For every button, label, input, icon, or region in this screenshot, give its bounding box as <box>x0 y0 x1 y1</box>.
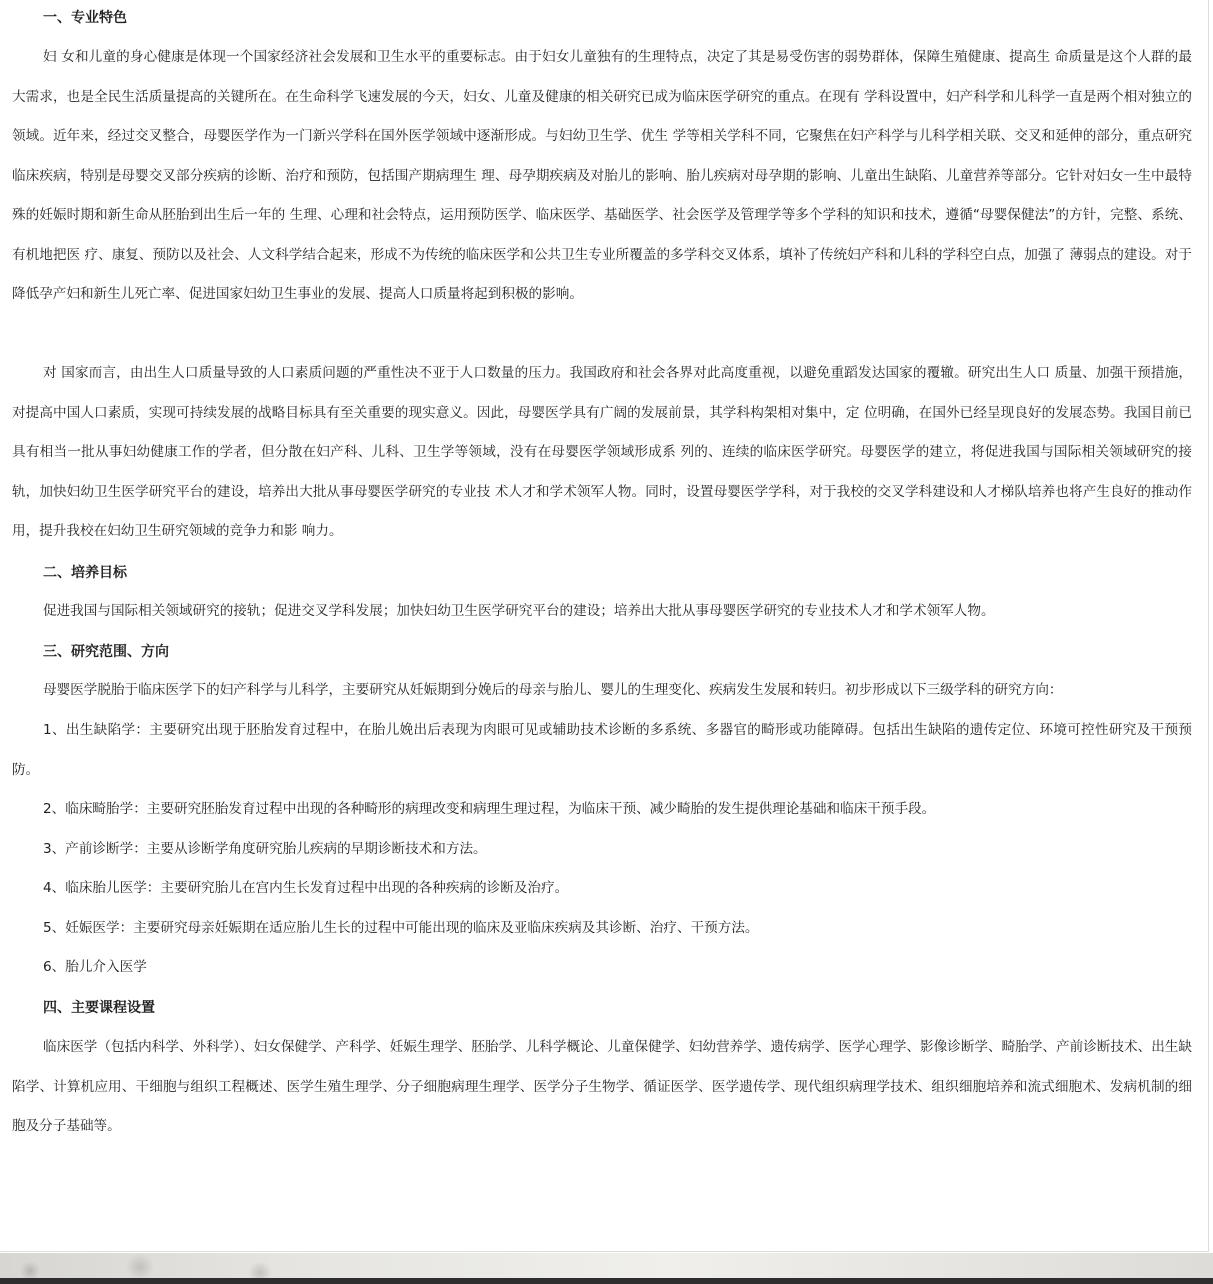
research-item-3: 3、产前诊断学：主要从诊断学角度研究胎儿疾病的早期诊断技术和方法。 <box>43 841 487 857</box>
paragraph-features-1: 妇 女和儿童的身心健康是体现一个国家经济社会发展和卫生水平的重要标志。由于妇女儿童独有的生理特点，决定了其是易受伤害的弱势群体，保障生殖健康、提高生 命质量是这个人群的最大需求，也是全民生活质量提高的关键所在。在生命科学飞速发展的今天，妇女、儿童及健康的相关研究已成为临床医学研究的重点。在现有 学科设置中，妇产科学和儿科学一直是两个相对独立的领域。近年来，经过交叉整合，母婴医学作为一门新兴学科在国外医学领域中逐渐形成。与妇幼卫生学、优生 学等相关学科不同，它聚焦在妇产科学与儿科学相关联、交叉和延伸的部分，重点研究临床疾病，特别是母婴交叉部分疾病的诊断、治疗和预防，包括围产期病理生 理、母孕期疾病及对胎儿的影响、胎儿疾病对母孕期的影响、儿童出生缺陷、儿童营养等部分。它针对妇女一生中最特殊的妊娠时期和新生命从胚胎到出生后一年的 生理、心理和社会特点，运用预防医学、临床医学、基础医学、社会医学及管理学等多个学科的知识和技术，遵循“母婴保健法”的方针，完整、系统、有机地把医 疗、康复、预防以及社会、人文科学结合起来，形成不为传统的临床医学和公共卫生专业所覆盖的多学科交叉体系，填补了传统妇产科和儿科的学科空白点，加强了 薄弱点的建设。对于降低孕产妇和新生儿死亡率、促进国家妇幼卫生事业的发展、提高人口质量将起到积极的影响。 <box>12 49 1192 302</box>
footer-bar <box>0 1278 1213 1284</box>
paragraph-features-2: 对 国家而言，由出生人口质量导致的人口素质问题的严重性决不亚于人口数量的压力。我国政府和社会各界对此高度重视，以避免重蹈发达国家的覆辙。研究出生人口 质量、加强干预措施，对提高中国人口素质，实现可持续发展的战略目标具有至关重要的现实意义。因此，母婴医学具有广阔的发展前景，其学科构架相对集中，定 位明确，在国外已经呈现良好的发展态势。我国目前已具有相当一批从事妇幼健康工作的学者，但分散在妇产科、儿科、卫生学等领域，没有在母婴医学领域形成系 列的、连续的临床医学研究。母婴医学的建立，将促进我国与国际相关领域研究的接轨，加快妇幼卫生医学研究平台的建设，培养出大批从事母婴医学研究的专业技 术人才和学术领军人物。同时，设置母婴医学学科，对于我校的交叉学科建设和人才梯队培养也将产生良好的推动作用，提升我校在妇幼卫生研究领域的竞争力和影 响力。 <box>12 365 1192 539</box>
paragraph-courses: 临床医学（包括内科学、外科学）、妇女保健学、产科学、妊娠生理学、胚胎学、儿科学概论、儿童保健学、妇幼营养学、遗传病学、医学心理学、影像诊断学、畸胎学、产前诊断技术、出生缺陷学、计算机应用、干细胞与组织工程概述、医学生殖生理学、分子细胞病理生理学、医学分子生物学、循证医学、医学遗传学、现代组织病理学技术、组织细胞培养和流式细胞术、发病机制的细胞及分子基础等。 <box>12 1039 1192 1134</box>
section-heading-features: 一、专业特色 <box>43 10 127 26</box>
research-item-6: 6、胎儿介入医学 <box>43 959 147 975</box>
paragraph-goals: 促进我国与国际相关领域研究的接轨；促进交叉学科发展；加快妇幼卫生医学研究平台的建设；培养出大批从事母婴医学研究的专业技术人才和学术领军人物。 <box>43 603 995 619</box>
research-item-1: 1、出生缺陷学：主要研究出现于胚胎发育过程中，在胎儿娩出后表现为肉眼可见或辅助技术诊断的多系统、多器官的畸形或功能障碍。包括出生缺陷的遗传定位、环境可控性研究及干预预防。 <box>12 722 1192 778</box>
section-heading-research: 三、研究范围、方向 <box>43 644 169 660</box>
section-heading-courses: 四、主要课程设置 <box>43 1000 155 1016</box>
research-item-5: 5、妊娠医学：主要研究母亲妊娠期在适应胎儿生长的过程中可能出现的临床及亚临床疾病及其诊断、治疗、干预方法。 <box>43 920 759 936</box>
paragraph-research-intro: 母婴医学脱胎于临床医学下的妇产科学与儿科学，主要研究从妊娠期到分娩后的母亲与胎儿、婴儿的生理变化、疾病发生发展和转归。初步形成以下三级学科的研究方向： <box>43 682 1063 698</box>
section-heading-goals: 二、培养目标 <box>43 565 127 581</box>
research-item-2: 2、临床畸胎学：主要研究胚胎发育过程中出现的各种畸形的病理改变和病理生理过程，为临床干预、减少畸胎的发生提供理论基础和临床干预手段。 <box>43 801 936 817</box>
research-item-4: 4、临床胎儿医学：主要研究胎儿在宫内生长发育过程中出现的各种疾病的诊断及治疗。 <box>43 880 569 896</box>
